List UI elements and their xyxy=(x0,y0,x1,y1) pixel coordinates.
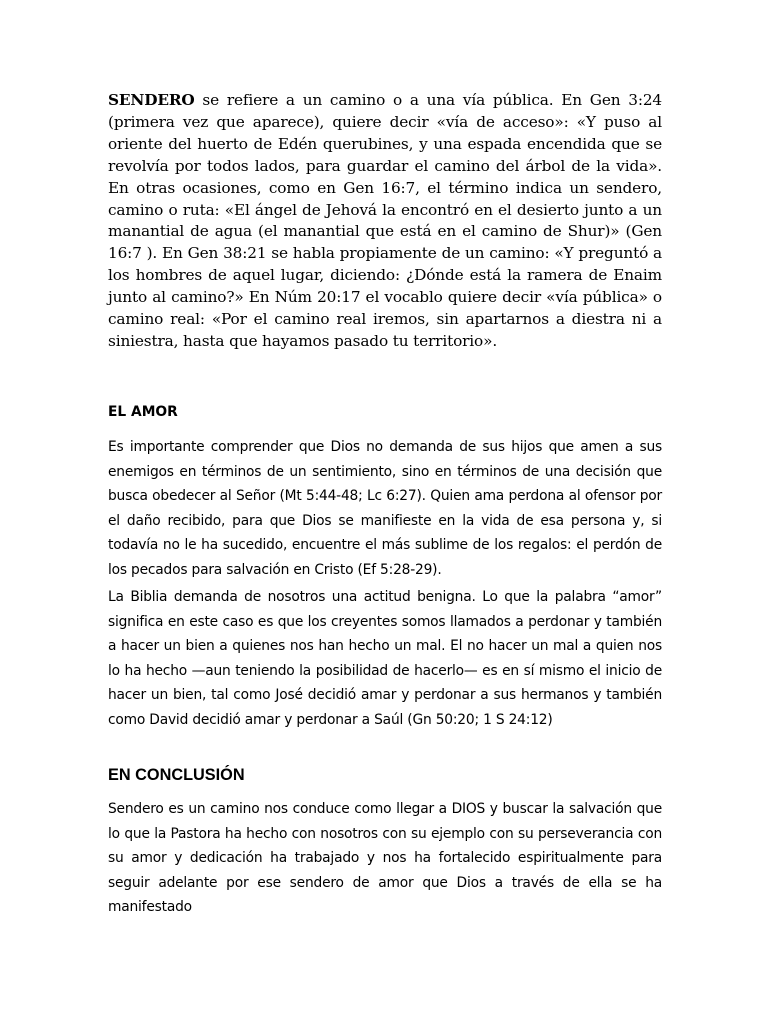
section-heading-conclusion: EN CONCLUSIÓN xyxy=(108,766,245,784)
conclusion-paragraph: Sendero es un camino nos conduce como llegar a DIOS y buscar la salvación que lo que la Pastora ha hecho con nosotros con su ejemplo con su perseverancia con su amor y dedicación ha trabajado y nos ha fortalecido espiritualmente para seguir adelante por ese sendero de amor que Dios a través de ella se ha manifestado xyxy=(108,801,662,916)
amor-paragraph-1: Es importante comprender que Dios no demanda de sus hijos que amen a sus enemigos en términos de un sentimiento, sino en términos de una decisión que busca obedecer al Señor (Mt 5:44-48; Lc 6:27). Quien ama perdona al ofensor por el daño recibido, para que Dios se manifieste en la vida de esa persona y, si todavía no le ha sucedido, encuentre el más sublime de los regalos: el perdón de los pecados para salvación en Cristo (Ef 5:28-29). xyxy=(108,439,662,578)
amor-paragraph-2: La Biblia demanda de nosotros una actitud benigna. Lo que la palabra “amor” significa en este caso es que los creyentes somos llamados a perdonar y también a hacer un bien a quienes nos han hecho un mal. El no hacer un mal a quien nos lo ha hecho —aun teniendo la posibilidad de hacerlo— es en sí mismo el inicio de hacer un bien, tal como José decidió amar y perdonar a sus hermanos y también como David decidió amar y perdonar a Saúl (Gn 50:20; 1 S 24:12) xyxy=(108,589,662,728)
intro-lead-word: SENDERO xyxy=(108,91,195,109)
intro-text: se refiere a un camino o a una vía pública. En Gen 3:24 (primera vez que aparece), quiere decir «vía de acceso»: «Y puso al oriente del huerto de Edén querubines, y una espada encendida que se revolvía por todos lados, para guardar el camino del árbol de la vida». En otras ocasiones, como en Gen 16:7, el término indica un sendero, camino o ruta: «El ángel de Jehová la encontró en el desierto junto a un manantial de agua (el manantial que está en el camino de Shur)» (Gen 16:7 ). En Gen 38:21 se habla propiamente de un camino: «Y preguntó a los hombres de aquel lugar, diciendo: ¿Dónde está la ramera de Enaim junto al camino?» En Núm 20:17 el vocablo quiere decir «vía pública» o camino real: «Por el camino real iremos, sin apartarnos a diestra ni a siniestra, hasta que hayamos pasado tu territorio». xyxy=(108,91,662,350)
intro-paragraph xyxy=(108,90,662,353)
section-heading-amor: EL AMOR xyxy=(108,404,178,420)
